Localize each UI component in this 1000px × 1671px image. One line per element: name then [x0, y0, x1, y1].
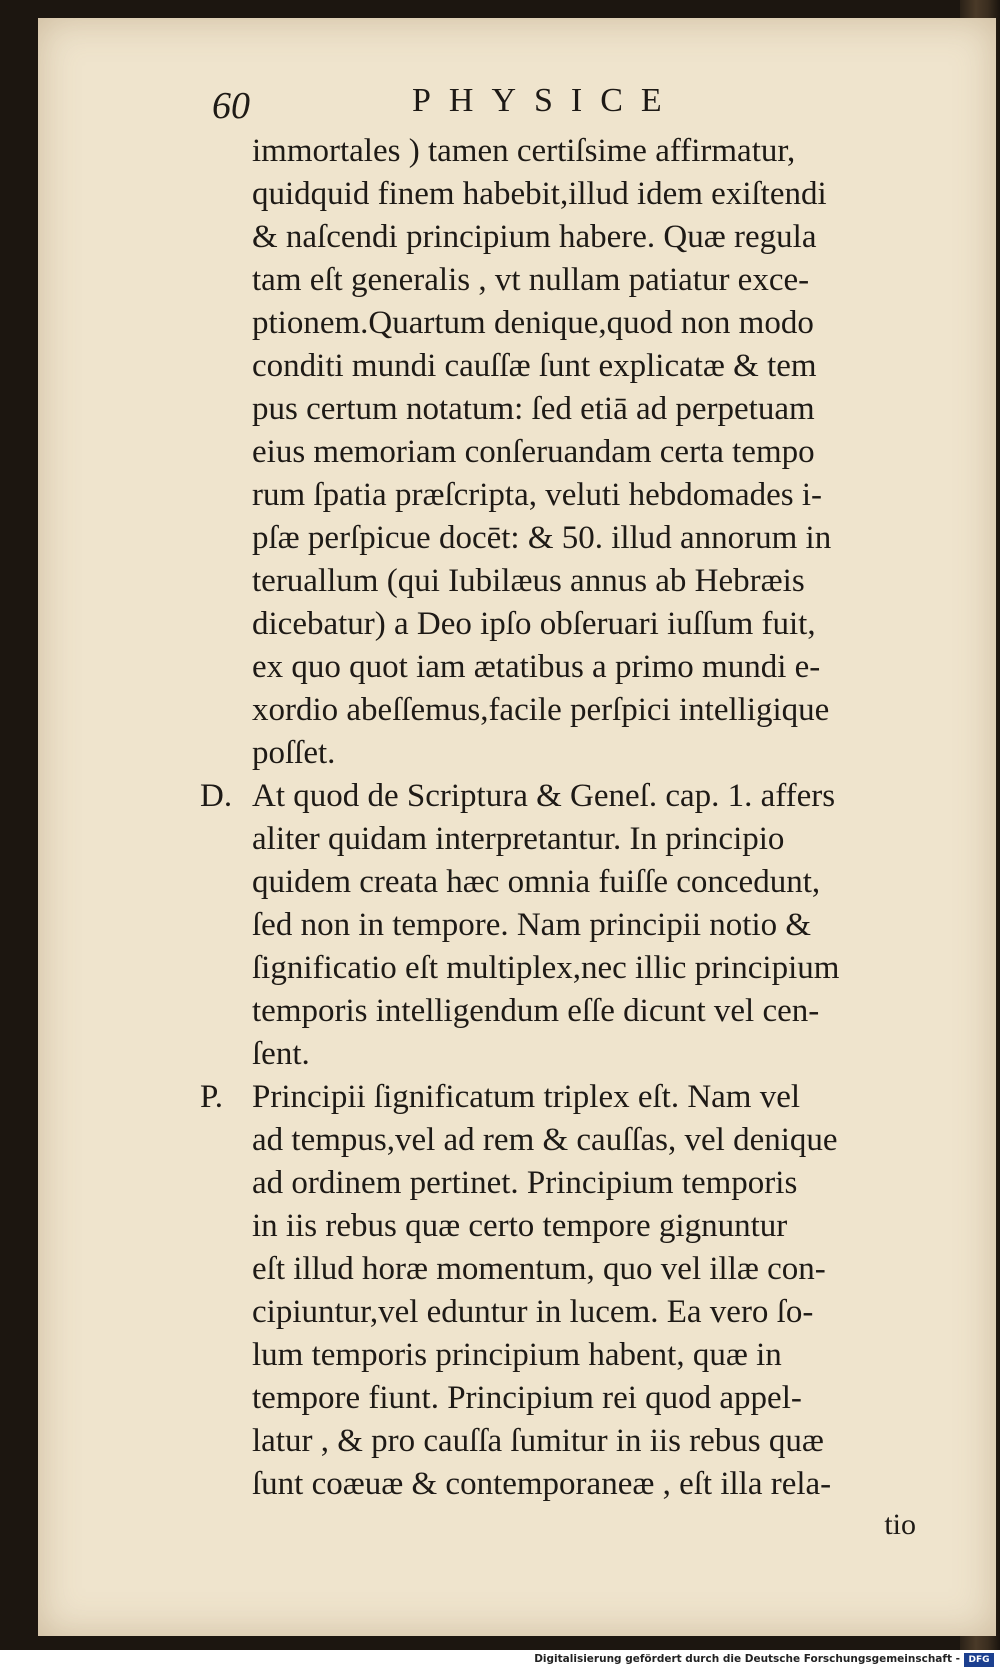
- text-line: lum temporis principium habent, quæ in: [252, 1337, 782, 1373]
- speaker-label: D.: [200, 778, 233, 814]
- footer-bar: [0, 1650, 1000, 1671]
- paragraph: [200, 1076, 930, 1506]
- text-line: ſignificatio eſt multiplex,nec illic principium: [252, 950, 840, 986]
- text-line: ptionem.Quartum denique,quod non modo: [252, 305, 814, 341]
- text-line: conditi mundi cauſſæ ſunt explicatæ & tem: [252, 348, 817, 384]
- text-line: ex quo quot iam ætatibus a primo mundi e-: [252, 649, 821, 685]
- running-head: PHYSICE: [412, 82, 680, 119]
- catchword: tio: [884, 1508, 916, 1541]
- text-line: eius memoriam conſeruandam certa tempo: [252, 434, 815, 470]
- speaker-label: P.: [200, 1079, 223, 1115]
- text-line: rum ſpatia præſcripta, veluti hebdomades i-: [252, 477, 823, 513]
- paragraph: [210, 130, 930, 775]
- text-line: ſunt coæuæ & contemporaneæ , eſt illa rela-: [252, 1466, 832, 1502]
- text-line: At quod de Scriptura & Geneſ. cap. 1. affers: [252, 778, 836, 814]
- text-line: quidquid finem habebit,illud idem exiſtendi: [252, 176, 827, 212]
- text-line: poſſet.: [252, 735, 336, 771]
- paragraph: [200, 775, 930, 1076]
- text-line: quidem creata hæc omnia fuiſſe concedunt,: [252, 864, 821, 900]
- text-line: ſed non in tempore. Nam principii notio &: [252, 907, 812, 943]
- text-line: temporis intelligendum eſſe dicunt vel cen-: [252, 993, 820, 1029]
- text-line: ad ordinem pertinet. Principium temporis: [252, 1165, 798, 1201]
- text-line: cipiuntur,vel eduntur in lucem. Ea vero ſo-: [252, 1294, 814, 1330]
- text-line: tam eſt generalis , vt nullam patiatur exce-: [252, 262, 810, 298]
- text-block: [200, 130, 930, 1506]
- page-header: [212, 82, 752, 134]
- text-line: latur , & pro cauſſa ſumitur in iis rebus quæ: [252, 1423, 824, 1459]
- text-line: immortales ) tamen certiſsime affirmatur,: [252, 133, 796, 169]
- text-line: teruallum (qui Iubilæus annus ab Hebræis: [252, 563, 805, 599]
- text-line: tempore fiunt. Principium rei quod appel-: [252, 1380, 802, 1416]
- text-line: xordio abeſſemus,facile perſpici intelligique: [252, 692, 830, 728]
- text-line: ſent.: [252, 1036, 310, 1072]
- footer-credit: Digitalisierung gefördert durch die Deutsche Forschungsgemeinschaft -: [534, 1653, 960, 1665]
- text-line: pſæ perſpicue docēt: & 50. illud annorum in: [252, 520, 832, 556]
- text-line: eſt illud horæ momentum, quo vel illæ con-: [252, 1251, 826, 1287]
- text-line: in iis rebus quæ certo tempore gignuntur: [252, 1208, 788, 1244]
- text-line: pus certum notatum: ſed etiā ad perpetuam: [252, 391, 815, 427]
- text-line: dicebatur) a Deo ipſo obſeruari iuſſum fuit,: [252, 606, 816, 642]
- text-line: & naſcendi principium habere. Quæ regula: [252, 219, 817, 255]
- text-line: aliter quidam interpretantur. In principio: [252, 821, 785, 857]
- dfg-logo-icon: DFG: [964, 1653, 994, 1667]
- page-number: 60: [212, 85, 250, 127]
- text-line: ad tempus,vel ad rem & cauſſas, vel denique: [252, 1122, 838, 1158]
- text-line: Principii ſignificatum triplex eſt. Nam vel: [252, 1079, 801, 1115]
